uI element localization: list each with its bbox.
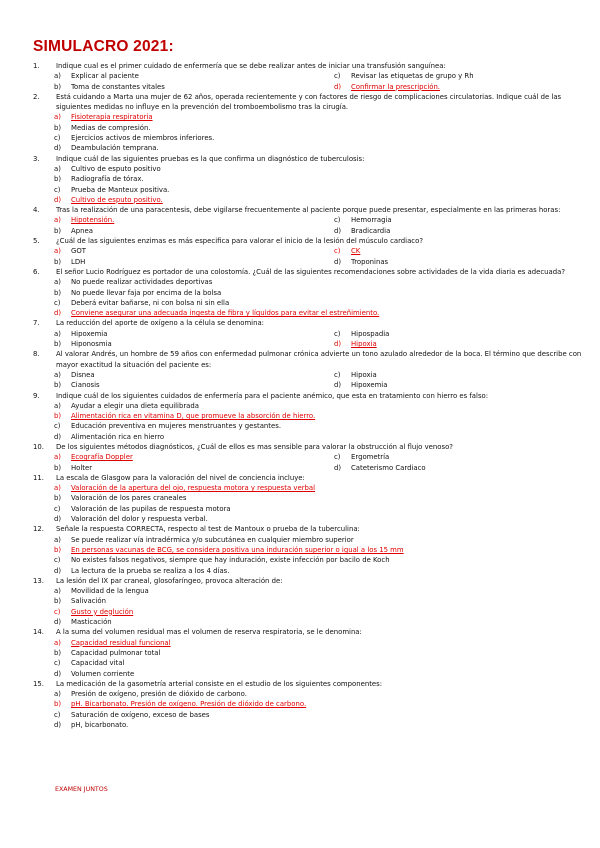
option-letter: c) [334, 72, 341, 81]
answer-option [54, 82, 334, 92]
answer-option [334, 226, 584, 236]
option-text: Confirmar la prescripción. [351, 82, 441, 91]
question-stem [33, 524, 583, 534]
question-number: 6. [33, 267, 40, 276]
option-letter: c) [54, 710, 61, 719]
option-letter: d) [334, 340, 342, 349]
answer-option [334, 329, 584, 339]
answer-option [334, 257, 584, 267]
answer-options [54, 71, 583, 92]
answer-options [54, 329, 583, 350]
option-text: Conviene asegurar una adecuada ingesta de fibra y líquidos para evitar el estreñimiento. [71, 309, 380, 318]
question-stem [33, 205, 583, 215]
option-text: LDH [71, 257, 86, 266]
option-text: En personas vacunas de BCG, se considera positiva una induración superior o igual a los 15 mm [71, 545, 404, 554]
question-text: Tras la realización de una paracentesis, debe vigilarse frecuentemente al paciente porque puede presentar, especialmente en las primeras horas: [56, 206, 561, 215]
option-text: Troponinas [351, 257, 389, 266]
question-text: Está cuidando a Marta una mujer de 62 años, operada recientemente y con factores de riesgo de complicaciones circulatorias. Indique cuál de las siguientes medidas no influye en la prevención del tromboembolismo tras la cirugía. [56, 92, 562, 112]
option-text: Salivación [71, 597, 107, 606]
option-text: GOT [71, 247, 86, 256]
answer-option [54, 669, 583, 679]
option-letter: d) [334, 381, 342, 390]
question-stem [33, 92, 583, 113]
option-letter: b) [54, 226, 62, 235]
answer-option [334, 380, 584, 390]
option-text: Cianosis [71, 381, 100, 390]
question-text: Indique cuál de las siguientes pruebas es la que confirma un diagnóstico de tuberculosis: [56, 154, 365, 163]
option-letter: d) [334, 226, 342, 235]
question-number: 2. [33, 92, 40, 101]
option-letter: b) [54, 82, 62, 91]
option-letter: a) [54, 535, 61, 544]
question-number: 3. [33, 154, 40, 163]
option-text: pH, bicarbonato. [71, 721, 129, 729]
answer-option-correct [54, 308, 583, 318]
option-text: pH. Bicarbonato. Presión de oxígeno. Presión de dióxido de carbono. [71, 700, 307, 709]
option-letter: d) [54, 515, 62, 524]
answer-options [54, 215, 583, 236]
option-letter: c) [334, 453, 341, 462]
option-text: Revisar las etiquetas de grupo y Rh [351, 72, 474, 81]
question-list [33, 61, 583, 730]
answer-option-correct [54, 607, 583, 617]
question-number: 10. [33, 442, 44, 451]
option-text: Valoración de las pupilas de respuesta motora [71, 504, 231, 513]
question-item [33, 524, 583, 575]
option-text: Alimentación rica en vitamina D, que promueve la absorción de hierro. [71, 412, 316, 421]
option-letter: c) [334, 247, 341, 256]
answer-option [54, 143, 583, 153]
option-letter: d) [54, 309, 62, 318]
option-letter: a) [54, 690, 61, 699]
question-stem [33, 627, 583, 637]
option-letter: b) [54, 340, 62, 349]
option-text: Cateterismo Cardiaco [351, 463, 426, 472]
question-text: Indique cuál de los siguientes cuidados de enfermería para el paciente anémico, que esta en tratamiento con hierro es falso: [56, 391, 489, 400]
option-text: Ergometría [351, 453, 390, 462]
option-letter: b) [54, 381, 62, 390]
answer-option [54, 401, 583, 411]
answer-option [54, 164, 583, 174]
answer-option [54, 432, 583, 442]
answer-option-correct [334, 246, 584, 256]
question-number: 5. [33, 237, 40, 246]
option-letter: c) [334, 329, 341, 338]
question-text: De los siguientes métodos diagnósticos, ¿Cuál de ellos es mas sensible para valorar la obstrucción al flujo venoso? [56, 442, 453, 451]
answer-options [54, 401, 583, 442]
option-letter: c) [334, 216, 341, 225]
option-text: Hipoxia [351, 370, 377, 379]
question-item [33, 576, 583, 627]
question-stem [33, 576, 583, 586]
option-letter: b) [54, 700, 62, 709]
answer-option [54, 648, 583, 658]
question-stem [33, 267, 583, 277]
option-text: Hipoxia [351, 340, 377, 349]
option-text: No existes falsos negativos, siempre que hay induración, existe infección por bacilo de Koch [71, 556, 390, 565]
option-text: Deambulación temprana. [71, 144, 159, 153]
option-letter: a) [54, 278, 61, 287]
option-letter: b) [54, 412, 62, 421]
answer-option-correct [54, 112, 583, 122]
answer-option [334, 463, 584, 473]
option-letter: c) [54, 298, 61, 307]
question-number: 4. [33, 206, 40, 215]
answer-option [54, 288, 583, 298]
option-text: No puede realizar actividades deportivas [71, 278, 213, 287]
option-text: Prueba de Manteux positiva. [71, 185, 170, 194]
question-number: 12. [33, 525, 44, 534]
option-letter: a) [54, 216, 61, 225]
option-letter: d) [54, 144, 62, 153]
answer-options [54, 370, 583, 391]
option-text: Ecografía Doppler [71, 453, 133, 462]
option-text: Valoración del dolor y respuesta verbal. [71, 515, 208, 524]
question-item [33, 267, 583, 318]
option-text: Valoración de los pares craneales [71, 494, 187, 503]
option-text: Hiponosmia [71, 340, 112, 349]
answer-option-correct [54, 195, 583, 205]
option-text: Deberá evitar bañarse, ni con bolsa ni sin ella [71, 298, 230, 307]
answer-options [54, 452, 583, 473]
question-item [33, 679, 583, 730]
answer-option [54, 277, 583, 287]
answer-option-correct [54, 411, 583, 421]
answer-option [54, 380, 334, 390]
answer-option [54, 617, 583, 627]
answer-option-correct [54, 699, 583, 709]
option-text: Gusto y deglución [71, 607, 134, 616]
question-stem [33, 391, 583, 401]
question-item [33, 236, 583, 267]
option-letter: a) [54, 164, 61, 173]
answer-option [54, 421, 583, 431]
option-text: Cultivo de esputo positivo. [71, 195, 163, 204]
answer-option [54, 463, 334, 473]
option-text: CK [351, 247, 361, 256]
answer-option [334, 452, 584, 462]
option-letter: c) [54, 607, 61, 616]
option-text: Fisioterapia respiratoria [71, 113, 153, 122]
answer-option-correct [54, 638, 583, 648]
answer-option [334, 215, 584, 225]
question-text: Señale la respuesta CORRECTA, respecto al test de Mantoux o prueba de la tuberculina: [56, 525, 360, 534]
answer-option [54, 174, 583, 184]
question-number: 7. [33, 319, 40, 328]
question-number: 8. [33, 350, 40, 359]
option-letter: c) [54, 556, 61, 565]
question-text: La reducción del aporte de oxígeno a la célula se denomina: [56, 319, 264, 328]
question-number: 15. [33, 679, 44, 688]
option-text: Explicar al paciente [71, 72, 139, 81]
option-letter: b) [54, 123, 62, 132]
question-stem [33, 442, 583, 452]
question-item [33, 442, 583, 473]
option-letter: c) [54, 185, 61, 194]
footer-note: EXAMEN JUNTOS [55, 786, 108, 793]
answer-options [54, 246, 583, 267]
option-letter: c) [54, 422, 61, 431]
question-text: La medicación de la gasometría arterial consiste en el estudio de los siguientes componentes: [56, 679, 383, 688]
question-text: El señor Lucio Rodríguez es portador de una colostomía. ¿Cuál de las siguientes recomendaciones sobre actividades de la vida diaria es adecuada? [56, 267, 565, 276]
option-text: La lectura de la prueba se realiza a los 4 días. [71, 566, 230, 575]
answer-option [54, 493, 583, 503]
option-letter: d) [54, 432, 62, 441]
question-stem [33, 349, 583, 370]
option-text: Ejercicios activos de miembros inferiores. [71, 134, 215, 143]
question-stem [33, 154, 583, 164]
question-stem [33, 473, 583, 483]
answer-option-correct [334, 339, 584, 349]
option-text: Hipospadia [351, 329, 390, 338]
option-text: Se puede realizar vía intradérmica y/o subcutánea en cualquier miembro superior [71, 535, 354, 544]
option-letter: d) [54, 669, 62, 678]
option-letter: a) [54, 638, 61, 647]
option-text: Radiografía de tórax. [71, 175, 144, 184]
answer-option [54, 720, 583, 730]
option-letter: a) [54, 113, 61, 122]
option-letter: a) [54, 484, 61, 493]
answer-option [54, 123, 583, 133]
question-text: Indique cual es el primer cuidado de enfermería que se debe realizar antes de iniciar una transfusión sanguínea: [56, 62, 446, 70]
answer-option [54, 257, 334, 267]
option-letter: b) [54, 545, 62, 554]
question-item [33, 154, 583, 205]
option-text: Capacidad residual funcional [71, 638, 171, 647]
question-number: 13. [33, 576, 44, 585]
option-text: Hipoxemia [351, 381, 388, 390]
option-letter: b) [54, 494, 62, 503]
question-number: 9. [33, 391, 40, 400]
option-letter: d) [54, 566, 62, 575]
question-item [33, 391, 583, 442]
answer-option [54, 329, 334, 339]
option-text: Holter [71, 463, 93, 472]
option-letter: b) [54, 175, 62, 184]
option-text: Saturación de oxígeno, exceso de bases [71, 710, 210, 719]
option-letter: b) [54, 288, 62, 297]
option-letter: a) [54, 247, 61, 256]
option-letter: b) [54, 648, 62, 657]
option-letter: c) [54, 659, 61, 668]
answer-options [54, 277, 583, 318]
question-text: La lesión del IX par craneal, glosofaríngeo, provoca alteración de: [56, 576, 283, 585]
answer-option [54, 133, 583, 143]
question-item [33, 349, 583, 390]
answer-option-correct [334, 82, 584, 92]
option-letter: a) [54, 587, 61, 596]
option-text: Hipoxemia [71, 329, 108, 338]
option-text: Disnea [71, 370, 95, 379]
answer-options [54, 586, 583, 627]
question-number: 14. [33, 628, 44, 637]
option-text: Capacidad vital [71, 659, 125, 668]
answer-options [54, 483, 583, 524]
question-text: A la suma del volumen residual mas el volumen de reserva respiratoria, se le denomina: [56, 628, 362, 637]
answer-option [54, 514, 583, 524]
option-letter: d) [54, 618, 62, 627]
option-text: Masticación [71, 618, 112, 627]
answer-options [54, 164, 583, 205]
answer-option [54, 689, 583, 699]
option-text: Toma de constantes vitales [71, 82, 165, 91]
question-stem [33, 679, 583, 689]
question-item [33, 318, 583, 349]
answer-option [54, 370, 334, 380]
option-letter: a) [54, 72, 61, 81]
question-text: La escala de Glasgow para la valoración del nivel de conciencia incluye: [56, 473, 305, 482]
answer-option-correct [54, 545, 583, 555]
answer-options [54, 638, 583, 679]
option-letter: c) [334, 370, 341, 379]
option-letter: a) [54, 370, 61, 379]
option-letter: d) [54, 195, 62, 204]
answer-option-correct [54, 483, 583, 493]
answer-options [54, 689, 583, 730]
option-letter: d) [54, 721, 62, 729]
option-text: Bradicardia [351, 226, 391, 235]
answer-option [54, 504, 583, 514]
question-item [33, 627, 583, 678]
page-title: SIMULACRO 2021: [33, 38, 174, 55]
answer-option [54, 658, 583, 668]
question-item [33, 61, 583, 92]
answer-option-correct [54, 452, 334, 462]
answer-option [54, 339, 334, 349]
answer-option [54, 71, 334, 81]
answer-option [334, 71, 584, 81]
question-number: 11. [33, 473, 44, 482]
question-text: ¿Cuál de las siguientes enzimas es más especifica para valorar el inicio de la lesión del músculo cardiaco? [56, 237, 423, 246]
option-letter: a) [54, 329, 61, 338]
option-text: Ayudar a elegir una dieta equilibrada [71, 401, 199, 410]
answer-option [54, 185, 583, 195]
option-letter: d) [334, 257, 342, 266]
option-letter: c) [54, 504, 61, 513]
option-text: Volumen corriente [71, 669, 135, 678]
answer-option [54, 535, 583, 545]
question-item [33, 473, 583, 524]
answer-option [54, 566, 583, 576]
option-text: No puede llevar faja por encima de la bolsa [71, 288, 222, 297]
answer-options [54, 112, 583, 153]
option-text: Medias de compresión. [71, 123, 151, 132]
option-letter: d) [334, 82, 342, 91]
question-stem [33, 318, 583, 328]
answer-option-correct [54, 215, 334, 225]
question-item [33, 92, 583, 154]
option-letter: d) [334, 463, 342, 472]
option-letter: c) [54, 134, 61, 143]
option-text: Apnea [71, 226, 93, 235]
option-text: Alimentación rica en hierro [71, 432, 165, 441]
answer-option [54, 586, 583, 596]
option-letter: b) [54, 463, 62, 472]
question-stem [33, 236, 583, 246]
answer-option [54, 246, 334, 256]
question-stem [33, 61, 583, 71]
answer-option [54, 226, 334, 236]
option-text: Capacidad pulmonar total [71, 648, 161, 657]
answer-option [54, 596, 583, 606]
answer-option [54, 555, 583, 565]
option-text: Cultivo de esputo positivo [71, 164, 161, 173]
answer-options [54, 535, 583, 576]
question-text: Al valorar Andrés, un hombre de 59 años con enfermedad pulmonar crónica advierte un tono azulado alrededor de la boca. El término que describe con mayor exactitud la situación del paciente es: [56, 350, 582, 369]
option-text: Presión de oxígeno, presión de dióxido de carbono. [71, 690, 247, 699]
option-letter: a) [54, 453, 61, 462]
answer-option [54, 298, 583, 308]
question-item [33, 205, 583, 236]
option-text: Valoración de la apertura del ojo, respuesta motora y respuesta verbal [71, 484, 316, 493]
answer-option [54, 710, 583, 720]
option-text: Educación preventiva en mujeres menstruantes y gestantes. [71, 422, 282, 431]
option-letter: b) [54, 257, 62, 266]
option-text: Movilidad de la lengua [71, 587, 149, 596]
option-letter: a) [54, 401, 61, 410]
option-letter: b) [54, 597, 62, 606]
option-text: Hipotensión. [71, 216, 115, 225]
answer-option [334, 370, 584, 380]
option-text: Hemorragia [351, 216, 392, 225]
question-number: 1. [33, 62, 40, 70]
